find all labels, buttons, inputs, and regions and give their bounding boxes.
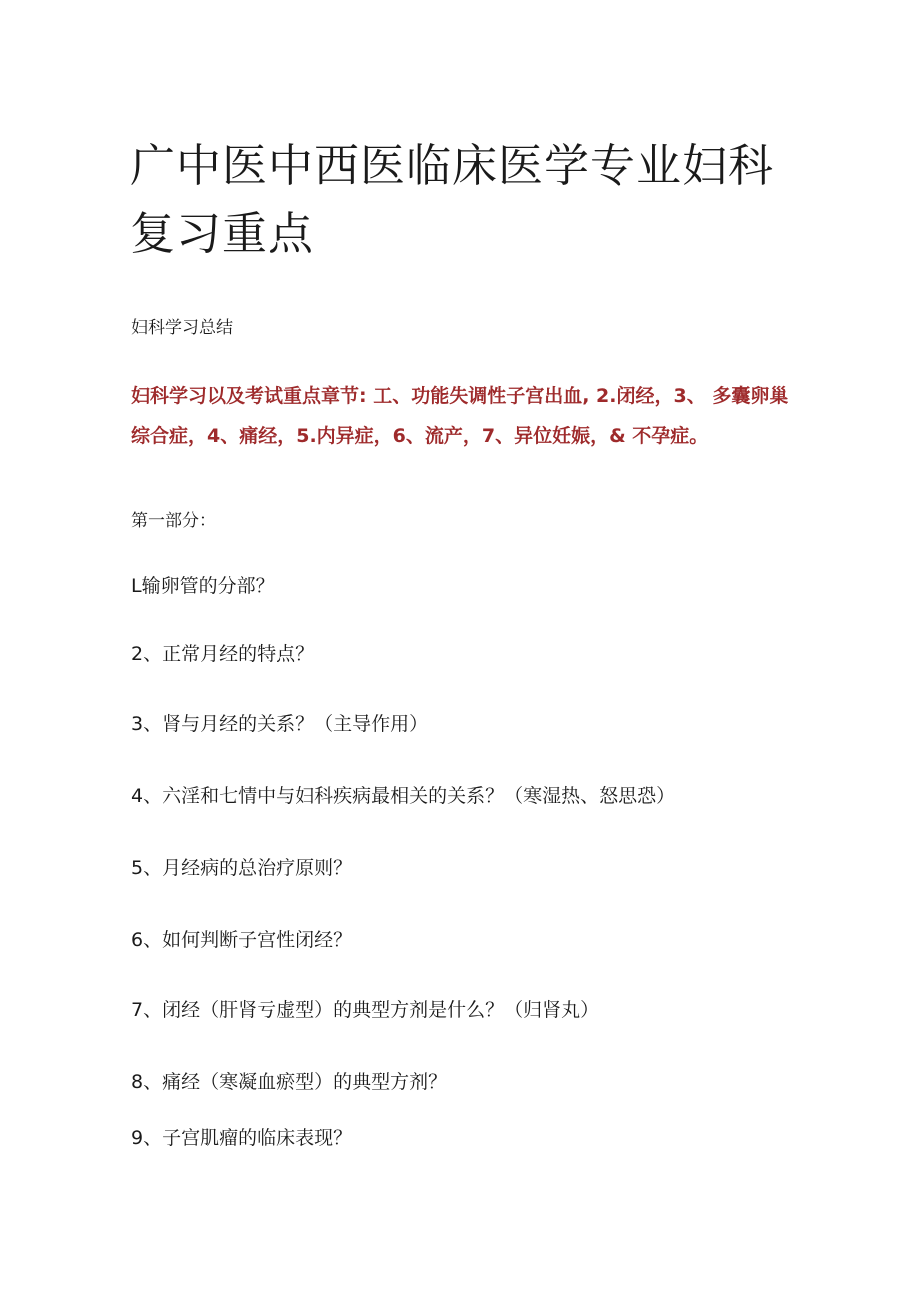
question-item: L输卵管的分部？ xyxy=(131,575,275,597)
question-item: 8、痛经（寒凝血瘀型）的典型方剂？ xyxy=(131,1071,448,1093)
key-chapters-paragraph: 妇科学习以及考试重点章节: 工、功能失调性子宫出血, 2.闭经，3、 多囊卵巢综合症，4、痛经，5.内异症，6、流产，7、异位妊娠，& 不孕症。 xyxy=(131,385,789,447)
document-title: 广中医中西医临床医学专业妇科复习重点 xyxy=(130,139,775,260)
document-subtitle: 妇科学习总结 xyxy=(131,318,233,338)
section-heading: 第一部分： xyxy=(131,511,216,531)
question-item: 5、月经病的总治疗原则？ xyxy=(131,857,353,879)
question-item: 4、六淫和七情中与妇科疾病最相关的关系？（寒湿热、怒思恐） xyxy=(131,785,676,807)
question-item: 3、肾与月经的关系？（主导作用） xyxy=(131,713,429,735)
question-item: 2、正常月经的特点？ xyxy=(131,643,315,665)
question-item: 7、闭经（肝肾亏虚型）的典型方剂是什么？（归肾丸） xyxy=(131,999,600,1021)
question-item: 9、子宫肌瘤的临床表现？ xyxy=(131,1127,353,1149)
question-item: 6、如何判断子宫性闭经？ xyxy=(131,929,353,951)
